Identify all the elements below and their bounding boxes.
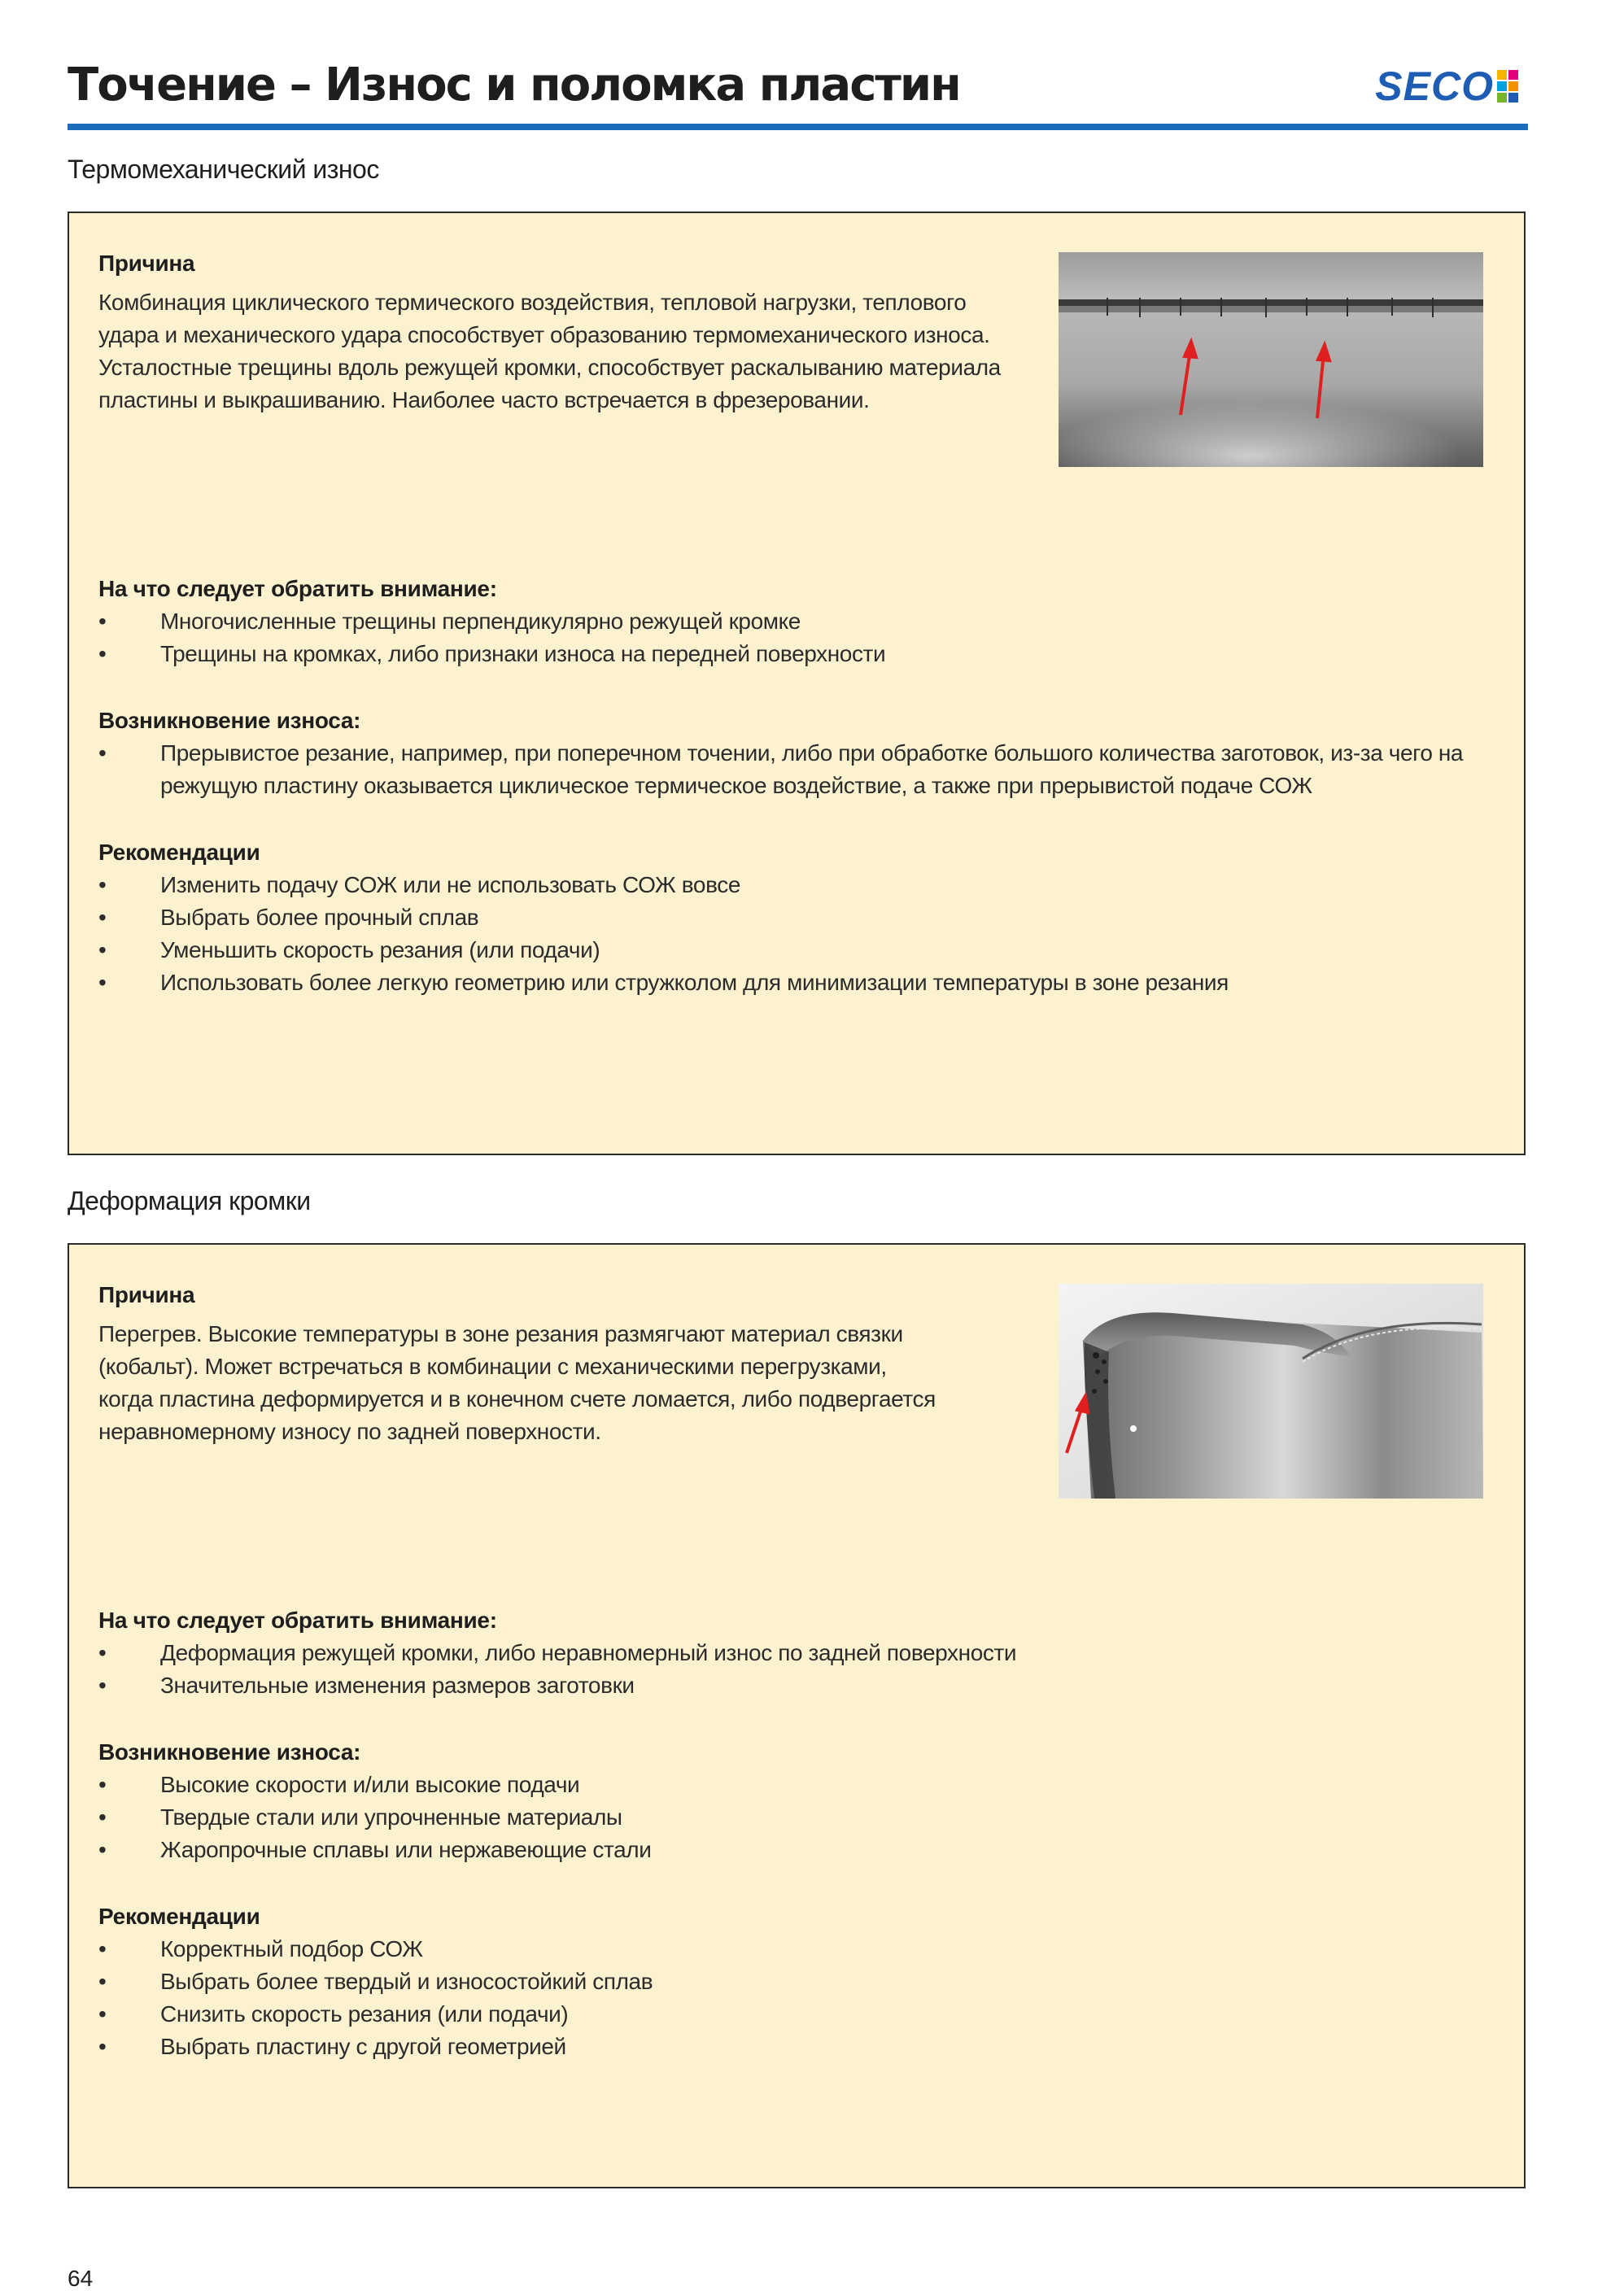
occurrence-label: Возникновение износа: — [98, 708, 361, 733]
list-item — [98, 1834, 1495, 1866]
bullet: • — [98, 1837, 107, 1862]
occurrence-label: Возникновение износа: — [98, 1739, 361, 1765]
cause-line: пластины и выкрашиванию. Наиболее часто встречается в фрезеровании. — [98, 387, 870, 412]
section-heading-edge-deformation: Деформация кромки — [68, 1186, 311, 1215]
recommendations-list — [98, 1933, 1495, 2063]
recommendations-block — [98, 1900, 1495, 2063]
occurrence-list — [98, 737, 1495, 802]
list-item — [98, 934, 1495, 966]
occurrence-block — [98, 1736, 1495, 1866]
list-item — [98, 638, 1495, 670]
cause-line: Усталостные трещины вдоль режущей кромки, способствует раскалыванию материала — [98, 355, 1001, 380]
header-rule — [68, 124, 1528, 130]
panel-edge-deformation — [68, 1243, 1526, 2188]
attention-block — [98, 573, 1495, 670]
list-item — [98, 966, 1495, 999]
cause-line: неравномерному износу по задней поверхности. — [98, 1419, 601, 1444]
recommendations-label: Рекомендации — [98, 840, 260, 865]
cause-line: (кобальт). Может встречаться в комбинации с механическими перегрузками, — [98, 1354, 887, 1379]
logo-squares-icon — [1497, 70, 1518, 103]
list-item — [98, 1637, 1495, 1669]
list-item — [98, 869, 1495, 901]
list-item — [98, 1966, 1495, 1998]
section-heading-thermomechanical: Термомеханический износ — [68, 155, 379, 184]
seco-logo — [1375, 63, 1518, 109]
list-item-text: Выбрать более прочный сплав — [160, 905, 479, 930]
attention-list — [98, 605, 1495, 670]
list-item — [98, 901, 1495, 934]
list-item — [98, 1933, 1495, 1966]
list-item-text: Изменить подачу СОЖ или не использовать СОЖ вовсе — [160, 872, 741, 897]
list-item — [98, 1769, 1495, 1801]
bullet: • — [98, 937, 107, 962]
list-item-text: Выбрать пластину с другой геометрией — [160, 2034, 566, 2059]
list-item — [98, 2031, 1495, 2063]
edge-deformation-photo — [1059, 1284, 1483, 1499]
list-item-text: Значительные изменения размеров заготовки — [160, 1673, 635, 1698]
bullet: • — [98, 740, 107, 766]
bullet: • — [98, 2034, 107, 2059]
recommendations-block — [98, 836, 1495, 999]
attention-label: На что следует обратить внимание: — [98, 1608, 497, 1633]
cause-line: когда пластина деформируется и в конечном счете ломается, либо подвергается — [98, 1386, 936, 1411]
attention-label: На что следует обратить внимание: — [98, 576, 497, 601]
list-item-text: Жаропрочные сплавы или нержавеющие стали — [160, 1837, 652, 1862]
bullet: • — [98, 609, 107, 634]
recommendations-label: Рекомендации — [98, 1904, 260, 1929]
occurrence-block — [98, 705, 1495, 802]
list-item-text: Прерывистое резание, например, при поперечном точении, либо при обработке большого количества заготовок, из-за чего на режущую пластину оказывается циклическое термическое воздействие, а также при прерывистой подаче СОЖ — [160, 740, 1464, 798]
cause-label: Причина — [98, 1282, 195, 1307]
bullet: • — [98, 872, 107, 897]
page-number: 64 — [68, 2266, 94, 2291]
list-item-text: Высокие скорости и/или высокие подачи — [160, 1772, 580, 1797]
page-header — [68, 54, 1528, 131]
bullet: • — [98, 1936, 107, 1961]
list-item-text: Использовать более легкую геометрию или стружколом для минимизации температуры в зоне резания — [160, 970, 1229, 995]
list-item-text: Многочисленные трещины перпендикулярно режущей кромке — [160, 609, 801, 634]
list-item-text: Уменьшить скорость резания (или подачи) — [160, 937, 600, 962]
occurrence-list — [98, 1769, 1495, 1866]
list-item-text: Снизить скорость резания (или подачи) — [160, 2001, 569, 2027]
bullet: • — [98, 1772, 107, 1797]
bullet: • — [98, 970, 107, 995]
page-title: Точение – Износ и поломка пластин — [68, 59, 960, 111]
cause-line: Перегрев. Высокие температуры в зоне резания размягчают материал связки — [98, 1321, 903, 1346]
cause-label: Причина — [98, 251, 195, 276]
list-item-text: Деформация режущей кромки, либо неравномерный износ по задней поверхности — [160, 1640, 1017, 1665]
recommendations-list — [98, 869, 1495, 999]
list-item-text: Выбрать более твердый и износостойкий сплав — [160, 1969, 653, 1994]
list-item — [98, 1669, 1495, 1702]
list-item-text: Трещины на кромках, либо признаки износа на передней поверхности — [160, 641, 886, 666]
list-item-text: Корректный подбор СОЖ — [160, 1936, 423, 1961]
list-item — [98, 1998, 1495, 2031]
list-item-text: Твердые стали или упрочненные материалы — [160, 1804, 622, 1830]
bullet: • — [98, 2001, 107, 2027]
cause-line: удара и механического удара способствует образованию термомеханического износа. — [98, 322, 990, 347]
bullet: • — [98, 1804, 107, 1830]
bullet: • — [98, 1640, 107, 1665]
bullet: • — [98, 1673, 107, 1698]
logo-text: SECO — [1375, 63, 1494, 109]
bullet: • — [98, 641, 107, 666]
panel-thermomechanical — [68, 212, 1526, 1155]
attention-list — [98, 1637, 1495, 1702]
bullet: • — [98, 905, 107, 930]
cause-line: Комбинация циклического термического воздействия, тепловой нагрузки, теплового — [98, 290, 967, 315]
bullet: • — [98, 1969, 107, 1994]
list-item — [98, 1801, 1495, 1834]
attention-block — [98, 1604, 1495, 1702]
list-item — [98, 605, 1495, 638]
list-item — [98, 737, 1495, 802]
thermal-cracks-photo — [1059, 252, 1483, 467]
